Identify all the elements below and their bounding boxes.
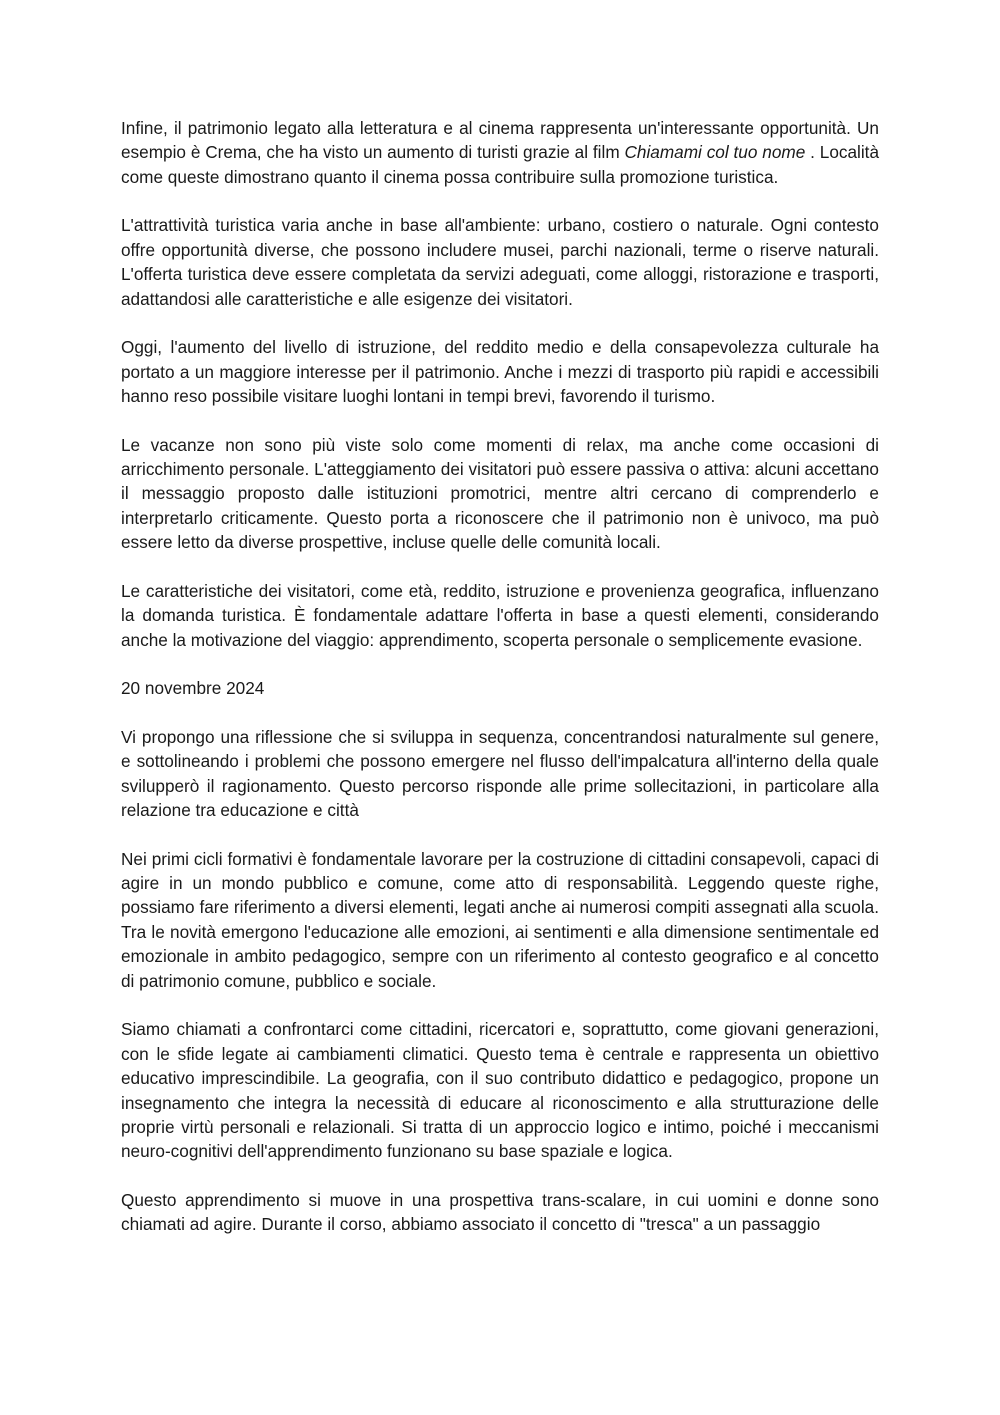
paragraph-holidays: Le vacanze non sono più viste solo come momenti di relax, ma anche come occasioni di arricchimento personale. L'atteggiamento dei visitatori può essere passiva o attiva: alcuni accettano il messaggio proposto dalle istituzioni promotrici, mentre altri cercano di comprenderlo e interpretarlo criticamente. Questo porta a riconoscere che il patrimonio non è univoco, ma può essere letto da diverse prospettive, incluse quelle delle comunità locali. [121, 434, 879, 553]
date-heading: 20 novembre 2024 [121, 678, 265, 699]
paragraph-reflection: Vi propongo una riflessione che si sviluppa in sequenza, concentrandosi naturalmente sul genere, e sottolineando i problemi che possono emergere nel flusso dell'impalcatura all'interno della quale svilupperò il ragionamento. Questo percorso risponde alle prime sollecitazioni, in particolare alla relazione tra educazione e città [121, 726, 879, 821]
paragraph-climate-change: Siamo chiamati a confrontarci come cittadini, ricercatori e, soprattutto, come giovani generazioni, con le sfide legate ai cambiamenti climatici. Questo tema è centrale e rappresenta un obiettivo educativo imprescindibile. La geografia, con il suo contributo didattico e pedagogico, propone un insegnamento che integra la necessità di educare al riconoscimento e alla strutturazione delle proprie virtù personali e relazionali. Si tratta di un approccio logico e intimo, poiché i meccanismi neuro-cognitivi dell'apprendimento funzionano su base spaziale e logica. [121, 1019, 879, 1162]
paragraph-literature-cinema [121, 116, 879, 189]
paragraph-text: . Località come queste dimostrano quanto il cinema possa contribuire sulla promozione turistica. [121, 142, 880, 187]
paragraph-trans-scalar: Questo apprendimento si muove in una prospettiva trans-scalare, in cui uomini e donne sono chiamati ad agire. Durante il corso, abbiamo associato il concetto di "tresca" a un passaggio [121, 1189, 879, 1235]
paragraph-formative-cycles: Nei primi cicli formativi è fondamentale lavorare per la costruzione di cittadini consapevoli, capaci di agire in un mondo pubblico e comune, come atto di responsabilità. Leggendo queste righe, possiamo fare riferimento a diversi elementi, legati anche ai numerosi compiti assegnati alla scuola. Tra le novità emergono l'educazione alle emozioni, ai sentimenti e alla dimensione sentimentale ed emozionale in ambito pedagogico, sempre con un riferimento al contesto geografico e al concetto di patrimonio comune, pubblico e sociale. [121, 848, 879, 991]
paragraph-text: Infine, il patrimonio legato alla letteratura e al cinema rappresenta un'interessante opportunità. Un esempio è Crema, che ha visto un aumento di turisti grazie al film [121, 118, 879, 163]
film-title: Chiamami col tuo nome [624, 142, 806, 163]
paragraph-education-income: Oggi, l'aumento del livello di istruzione, del reddito medio e della consapevolezza culturale ha portato a un maggiore interesse per il patrimonio. Anche i mezzi di trasporto più rapidi e accessibili hanno reso possibile visitare luoghi lontani in tempi brevi, favorendo il turismo. [121, 337, 879, 407]
document-page [121, 116, 879, 1261]
paragraph-tourist-attractiveness: L'attrattività turistica varia anche in base all'ambiente: urbano, costiero o naturale. Ogni contesto offre opportunità diverse, che possono includere musei, parchi nazionali, terme o riserve naturali. L'offerta turistica deve essere completata da servizi adeguati, come alloggi, ristorazione e trasporti, adattandosi alle caratteristiche e alle esigenze dei visitatori. [121, 215, 879, 309]
paragraph-visitor-characteristics: Le caratteristiche dei visitatori, come età, reddito, istruzione e provenienza geografica, influenzano la domanda turistica. È fondamentale adattare l'offerta in base a questi elementi, considerando anche la motivazione del viaggio: apprendimento, scoperta personale o semplicemente evasione. [121, 580, 879, 650]
